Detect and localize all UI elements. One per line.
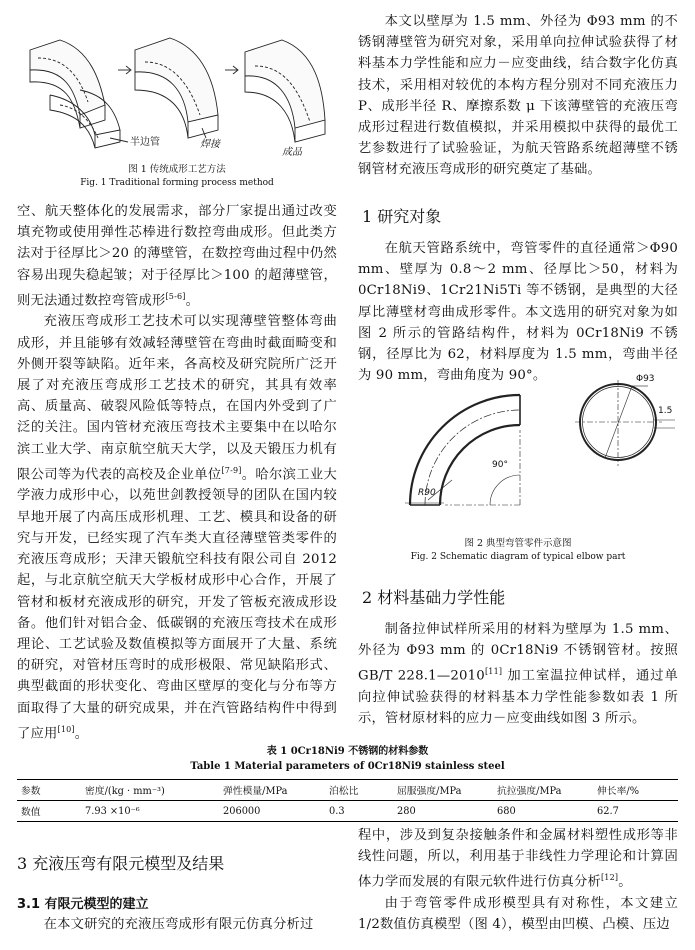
- left-paragraph-2: 充液压弯成形工艺技术可以实现薄壁管整体弯曲成形，并且能够有效减轻薄壁管在弯曲时截面畸变和外侧开裂等缺陷。近年来，各高校及研究院所广泛开展了对充液压弯成形工艺技术的研究，其具有效率高、质量高、破裂风险低等特点，在国内外受到了广泛的关注。国内管材充液压弯技术主要集中在以哈尔滨工业大学、南京航空航天大学，以及天锻压力机有限公司等为代表的高校及企业单位[7-9]。哈尔滨工业大学液力成形中心，以苑世剑教授领导的团队在国内较早地开展了内高压成形机理、工艺、模具和设备的研究与开发，已经实现了汽车类大直径薄壁管类零件的充液压弯成形；天津天锻航空科技有限公司自 2012 起，与北京航空航天大学板材成形中心合作，开展了管材和板材充液成形的研究，开发了管板充液成形设备。他们针对铝合金、低碳钢的充液压弯技术在成形理论、工艺试验及数值模拟等方面展开了大量、系统的研究，对管材压弯时的成形极限、常见缺陷形式、典型截面的形状变化、弯曲区壁厚的变化与分布等方面取得了大量的研究成果，并在汽管路结构件中得到了应用[10]。: [17, 314, 338, 742]
- bottom-right-body: [358, 825, 678, 935]
- table-header-cell: 参数: [17, 780, 81, 801]
- fig2-dim-radius: R90: [418, 488, 436, 498]
- table-header-cell: 泊松比: [325, 780, 393, 801]
- figure-2-drawing: [400, 380, 680, 520]
- right-paragraph-3: 制备拉伸试样所采用的材料为壁厚为 1.5 mm、外径为 Φ93 mm 的 0Cr18Ni9 不锈钢管材。按照 GB/T 228.1—2010[11] 加工室温拉伸试样，通过单向拉伸试验获得的材料基本力学性能参数如表 1 所示，管材原材料的应力－应变曲线如图 3 所示。: [358, 622, 679, 727]
- table-cell: 7.93 ×10⁻⁶: [81, 801, 219, 822]
- section-3-title: 3 充液压弯有限元模型及结果: [17, 854, 225, 873]
- figure-1: [20, 10, 340, 158]
- fig2-caption-cn: 图 2 典型弯管零件示意图: [464, 538, 572, 549]
- bottom-right-paragraph-1: 程中，涉及到复杂接触条件和金属材料塑性成形等非线性问题，所以，利用基于非线性力学理论和计算固体力学而发展的有限元软件进行仿真分析[12]。: [358, 828, 678, 890]
- fig2-caption-en: Fig. 2 Schematic diagram of typical elbow part: [410, 552, 626, 562]
- fig1-label-half-tube: 半边管: [130, 137, 160, 148]
- table-cell: 206000: [219, 801, 325, 822]
- left-paragraph-1: 空、航天整体化的发展需求，部分厂家提出通过改变填充物或使用弹性芯棒进行数控弯曲成形。但此类方法对于径厚比＞20 的薄壁管，在数控弯曲过程中仍然容易出现失稳起皱；对于径厚比＞100 的超薄壁管，则无法通过数控弯管成形[5-6]。: [17, 204, 337, 309]
- fig2-dim-thickness: 1.5: [658, 406, 673, 416]
- section-2-title: 2 材料基础力学性能: [362, 588, 506, 607]
- table1-title-en: Table 1 Material parameters of 0Cr18Ni9 stainless steel: [190, 761, 505, 772]
- table1-title-cn: 表 1 0Cr18Ni9 不锈钢的材料参数: [266, 746, 429, 757]
- right-paragraph-2: 在航天管路系统中，弯管零件的直径通常＞Φ90 mm、壁厚为 0.8～2 mm、径厚比＞50，材料为 0Cr18Ni9、1Cr21Ni5Ti 等不锈钢，是典型的大径厚比薄壁材弯曲成形零件。本文选用的研究对象为如图 2 所示的管路结构件，材料为 0Cr18Ni9 不锈钢，径厚比为 62，材料厚度为 1.5 mm，弯曲半径为 90 mm，弯曲角度为 90°。: [358, 241, 678, 384]
- table-cell: 62.7: [593, 801, 678, 822]
- table-header-cell: 伸长率/%: [593, 780, 678, 801]
- fig1-label-weld: 焊接: [200, 139, 220, 150]
- right-column-mid: [358, 238, 678, 386]
- left-column-body: [17, 201, 337, 744]
- material-table: [17, 779, 678, 822]
- fig1-caption-en: Fig. 1 Traditional forming process method: [80, 178, 274, 188]
- fig1-caption-cn: 图 1 传统成形工艺方法: [128, 164, 226, 175]
- table-row: [17, 801, 678, 822]
- right-column-top: [358, 11, 678, 181]
- figure-2: [400, 374, 680, 520]
- table-header-cell: 抗拉强度/MPa: [493, 780, 593, 801]
- table1: [17, 779, 678, 822]
- table-header-row: [17, 780, 678, 801]
- section-1-title: 1 研究对象: [362, 207, 442, 226]
- bottom-right-paragraph-2: 由于弯管零件成形模型具有对称性，本文建立 1/2数值仿真模型（图 4），模型由凹模、凸模、压边: [358, 896, 678, 933]
- table-header-cell: 密度/(kg · mm⁻³): [81, 780, 219, 801]
- fig1-label-product: 成品: [282, 147, 302, 158]
- right-paragraph-1: 本文以壁厚为 1.5 mm、外径为 Φ93 mm 的不锈钢薄壁管为研究对象，采用单向拉伸试验获得了材料基本力学性能和应力－应变曲线，结合数字化仿真技术，采用相对较优的本构方程分别对不同充液压力 P、成形半径 R、摩擦系数 μ 下该薄壁管的充液压弯成形过程进行数值模拟，并采用模拟中获得的最优工艺参数进行了试验验证，为航天管路系统超薄壁不锈钢管材充液压弯成形的研究奠定了基础。: [358, 14, 678, 178]
- table-header-cell: 弹性模量/MPa: [219, 780, 325, 801]
- table-cell: 680: [493, 801, 593, 822]
- bottom-left-paragraph: 在本文研究的充液压弯成形有限元仿真分析过: [43, 917, 314, 932]
- table-cell: 280: [393, 801, 493, 822]
- subsection-3-1-title: 3.1 有限元模型的建立: [17, 897, 149, 912]
- fig2-dim-angle: 90°: [492, 460, 508, 470]
- table-cell: 0.3: [325, 801, 393, 822]
- table-header-cell: 屈服强度/MPa: [393, 780, 493, 801]
- bottom-left-body: [17, 914, 337, 935]
- right-column-bottom: [358, 619, 678, 729]
- table-cell: 数值: [17, 801, 81, 822]
- fig2-dim-diameter: Φ93: [636, 374, 655, 384]
- figure-1-drawing: [20, 10, 340, 155]
